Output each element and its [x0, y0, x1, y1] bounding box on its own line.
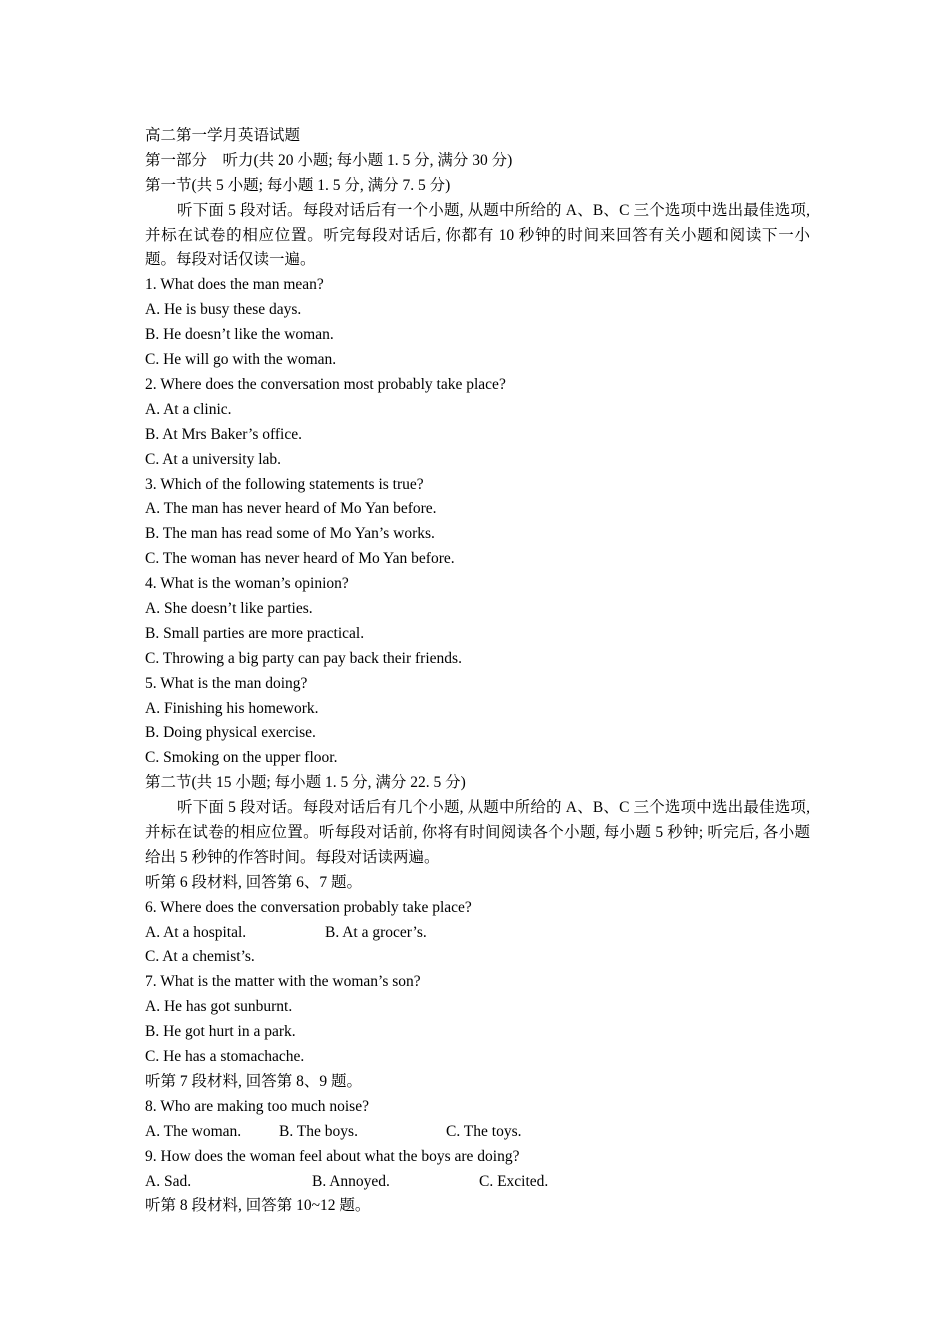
material-6-note: 听第 6 段材料, 回答第 6、7 题。 [145, 873, 363, 891]
question-8-stem: 8. Who are making too much noise? [145, 1097, 369, 1115]
question-1-option-c: C. He will go with the woman. [145, 351, 337, 369]
question-4-option-c: C. Throwing a big party can pay back their friends. [145, 649, 462, 667]
question-9-option-b: B. Annoyed. [312, 1172, 390, 1190]
question-8-option-a: A. The woman. [145, 1122, 242, 1140]
question-4-stem: 4. What is the woman’s opinion? [145, 575, 349, 593]
question-1-stem: 1. What does the man mean? [145, 276, 324, 294]
question-8-option-c: C. The toys. [446, 1122, 522, 1140]
material-8-note: 听第 8 段材料, 回答第 10~12 题。 [145, 1197, 371, 1215]
question-9-stem: 9. How does the woman feel about what the boys are doing? [145, 1147, 520, 1165]
question-1-option-a: A. He is busy these days. [145, 301, 302, 319]
question-4-option-a: A. She doesn’t like parties. [145, 599, 313, 617]
question-2-option-c: C. At a university lab. [145, 450, 282, 468]
question-6-stem: 6. Where does the conversation probably take place? [145, 898, 472, 916]
question-9-option-a: A. Sad. [145, 1172, 192, 1190]
section-1-instructions: 听下面 5 段对话。每段对话后有一个小题, 从题中所给的 A、B、C 三个选项中选出最佳选项, 并标在试卷的相应位置。听完每段对话后, 你都有 10 秒钟的时间来回答有关小题和阅读下一小题。每段对话仅读一遍。 [145, 201, 810, 269]
question-3-stem: 3. Which of the following statements is true? [145, 475, 424, 493]
question-6-option-a: A. At a hospital. [145, 923, 247, 941]
question-5-option-a: A. Finishing his homework. [145, 699, 319, 717]
question-2-option-b: B. At Mrs Baker’s office. [145, 425, 302, 443]
question-6-option-b: B. At a grocer’s. [325, 923, 427, 941]
question-2-option-a: A. At a clinic. [145, 400, 232, 418]
section-1-heading: 第一节(共 5 小题; 每小题 1. 5 分, 满分 7. 5 分) [145, 176, 451, 194]
section-2-heading: 第二节(共 15 小题; 每小题 1. 5 分, 满分 22. 5 分) [145, 774, 466, 792]
question-7-option-a: A. He has got sunburnt. [145, 998, 293, 1016]
question-8-option-b: B. The boys. [279, 1122, 358, 1140]
section-2-instructions: 听下面 5 段对话。每段对话后有几个小题, 从题中所给的 A、B、C 三个选项中选出最佳选项, 并标在试卷的相应位置。听每段对话前, 你将有时间阅读各个小题, 每小题 5 秒钟; 听完后, 各小题给出 5 秒钟的作答时间。每段对话读两遍。 [145, 799, 810, 866]
question-5-stem: 5. What is the man doing? [145, 674, 308, 692]
question-2-stem: 2. Where does the conversation most probably take place? [145, 375, 506, 393]
question-3-option-c: C. The woman has never heard of Mo Yan before. [145, 550, 455, 568]
question-5-option-b: B. Doing physical exercise. [145, 724, 316, 742]
question-5-option-c: C. Smoking on the upper floor. [145, 749, 338, 767]
question-3-option-b: B. The man has read some of Mo Yan’s works. [145, 525, 435, 543]
question-6-option-c: C. At a chemist’s. [145, 948, 255, 966]
material-7-note: 听第 7 段材料, 回答第 8、9 题。 [145, 1072, 363, 1090]
question-7-option-b: B. He got hurt in a park. [145, 1023, 296, 1041]
question-8-options-row [145, 1120, 810, 1145]
question-7-stem: 7. What is the matter with the woman’s son? [145, 973, 421, 991]
question-7-option-c: C. He has a stomachache. [145, 1048, 305, 1066]
question-9-options-row [145, 1170, 810, 1195]
question-1-option-b: B. He doesn’t like the woman. [145, 326, 334, 344]
question-4-option-b: B. Small parties are more practical. [145, 624, 365, 642]
exam-page [145, 124, 810, 1219]
question-9-option-c: C. Excited. [479, 1172, 549, 1190]
question-6-options-row [145, 921, 810, 946]
part-1-heading: 第一部分 听力(共 20 小题; 每小题 1. 5 分, 满分 30 分) [145, 151, 513, 169]
exam-title: 高二第一学月英语试题 [145, 127, 301, 144]
question-3-option-a: A. The man has never heard of Mo Yan before. [145, 500, 437, 518]
